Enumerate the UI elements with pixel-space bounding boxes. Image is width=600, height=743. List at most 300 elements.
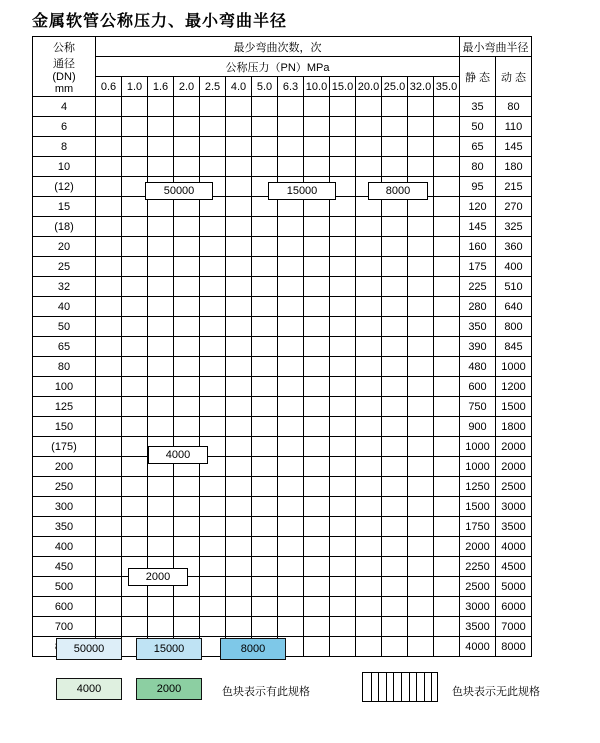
spec-cell (96, 157, 122, 177)
spec-cell (330, 537, 356, 557)
spec-cell (96, 457, 122, 477)
pressure-col-header: 2.0 (174, 77, 200, 97)
spec-cell (304, 537, 330, 557)
spec-cell (408, 497, 434, 517)
dynamic-radius-value: 845 (496, 337, 532, 357)
spec-cell (148, 257, 174, 277)
spec-cell (226, 337, 252, 357)
spec-cell (434, 597, 460, 617)
dynamic-radius-value: 1200 (496, 377, 532, 397)
spec-cell (200, 137, 226, 157)
dn-header-cell (33, 37, 96, 97)
spec-cell (122, 97, 148, 117)
dn-value: 350 (33, 517, 96, 537)
legend-color-note: 色块表示有此规格 (222, 686, 310, 698)
dn-value: 450 (33, 557, 96, 577)
dynamic-radius-value: 360 (496, 237, 532, 257)
spec-cell (148, 117, 174, 137)
spec-cell (200, 557, 226, 577)
spec-cell (200, 517, 226, 537)
dynamic-radius-value: 180 (496, 157, 532, 177)
spec-cell (382, 597, 408, 617)
table-row (33, 577, 532, 597)
spec-cell (278, 477, 304, 497)
spec-cell (200, 337, 226, 357)
dn-value: (18) (33, 217, 96, 237)
table-row (33, 297, 532, 317)
dn-value: 20 (33, 237, 96, 257)
callout-tag: 4000 (148, 446, 208, 464)
spec-cell (226, 457, 252, 477)
spec-cell (278, 357, 304, 377)
table-row (33, 217, 532, 237)
spec-cell (330, 357, 356, 377)
spec-cell (330, 577, 356, 597)
dn-value: 700 (33, 617, 96, 637)
spec-cell (200, 597, 226, 617)
spec-cell (148, 317, 174, 337)
spec-cell (304, 337, 330, 357)
spec-cell (122, 397, 148, 417)
spec-cell (122, 217, 148, 237)
page-title: 金属软管公称压力、最小弯曲半径 (32, 13, 288, 30)
spec-cell (304, 117, 330, 137)
spec-cell (356, 477, 382, 497)
spec-cell (200, 497, 226, 517)
spec-cell (330, 277, 356, 297)
spec-cell (226, 357, 252, 377)
spec-cell (122, 457, 148, 477)
spec-cell (330, 377, 356, 397)
spec-cell (304, 257, 330, 277)
spec-cell (330, 317, 356, 337)
spec-cell (408, 217, 434, 237)
dn-value: 40 (33, 297, 96, 317)
spec-cell (122, 137, 148, 157)
table-row (33, 597, 532, 617)
static-radius-value: 160 (460, 237, 496, 257)
spec-cell (226, 497, 252, 517)
table-row (33, 517, 532, 537)
spec-cell (408, 537, 434, 557)
spec-cell (200, 397, 226, 417)
spec-cell (356, 157, 382, 177)
spec-cell (434, 197, 460, 217)
spec-cell (434, 277, 460, 297)
spec-cell (434, 417, 460, 437)
spec-cell (304, 577, 330, 597)
spec-cell (226, 377, 252, 397)
spec-cell (252, 357, 278, 377)
dn-value: 250 (33, 477, 96, 497)
spec-cell (200, 277, 226, 297)
spec-cell (226, 297, 252, 317)
pressure-col-header: 32.0 (408, 77, 434, 97)
spec-cell (356, 337, 382, 357)
header-row-1 (33, 37, 532, 57)
spec-cell (304, 97, 330, 117)
spec-cell (382, 257, 408, 277)
spec-cell (122, 177, 148, 197)
dynamic-radius-value: 3500 (496, 517, 532, 537)
spec-cell (408, 137, 434, 157)
dynamic-radius-value: 2000 (496, 457, 532, 477)
spec-cell (148, 377, 174, 397)
table-row (33, 437, 532, 457)
spec-cell (148, 517, 174, 537)
spec-cell (356, 377, 382, 397)
spec-cell (252, 137, 278, 157)
spec-cell (122, 497, 148, 517)
spec-cell (252, 157, 278, 177)
spec-cell (382, 217, 408, 237)
spec-cell (226, 157, 252, 177)
dn-value: 600 (33, 597, 96, 617)
spec-cell (382, 477, 408, 497)
table-row (33, 117, 532, 137)
dn-value: (12) (33, 177, 96, 197)
legend-box-8000: 8000 (220, 638, 286, 660)
spec-cell (382, 457, 408, 477)
spec-cell (382, 317, 408, 337)
table-row (33, 137, 532, 157)
spec-cell (148, 217, 174, 237)
static-radius-value: 95 (460, 177, 496, 197)
spec-cell (200, 157, 226, 177)
dn-value: 15 (33, 197, 96, 217)
radius-static-header: 静 态 (460, 57, 496, 97)
spec-cell (434, 257, 460, 277)
spec-cell (226, 217, 252, 237)
spec-cell (330, 297, 356, 317)
spec-cell (174, 417, 200, 437)
spec-cell (252, 397, 278, 417)
dn-value: 100 (33, 377, 96, 397)
spec-cell (278, 557, 304, 577)
spec-cell (408, 397, 434, 417)
spec-cell (200, 357, 226, 377)
spec-cell (382, 157, 408, 177)
dynamic-radius-value: 325 (496, 217, 532, 237)
spec-cell (330, 397, 356, 417)
spec-cell (174, 237, 200, 257)
spec-cell (174, 97, 200, 117)
spec-cell (330, 557, 356, 577)
spec-cell (278, 437, 304, 457)
spec-cell (122, 597, 148, 617)
spec-cell (148, 357, 174, 377)
spec-cell (252, 97, 278, 117)
static-radius-value: 35 (460, 97, 496, 117)
spec-cell (174, 537, 200, 557)
hatch-line (416, 673, 417, 701)
dn-label-3: (DN) (52, 70, 76, 83)
spec-cell (408, 337, 434, 357)
spec-cell (96, 597, 122, 617)
spec-cell (122, 117, 148, 137)
spec-cell (330, 497, 356, 517)
spec-cell (96, 117, 122, 137)
spec-cell (252, 217, 278, 237)
spec-cell (304, 597, 330, 617)
dn-value: 65 (33, 337, 96, 357)
hatch-line (371, 673, 372, 701)
static-radius-value: 120 (460, 197, 496, 217)
spec-cell (356, 117, 382, 137)
spec-cell (278, 517, 304, 537)
dn-value: 80 (33, 357, 96, 377)
spec-cell (278, 277, 304, 297)
legend-box-2000: 2000 (136, 678, 202, 700)
pressure-col-header: 0.6 (96, 77, 122, 97)
hatch-line (393, 673, 394, 701)
pressure-col-header: 35.0 (434, 77, 460, 97)
spec-cell (252, 297, 278, 317)
legend-box-4000: 4000 (56, 678, 122, 700)
spec-cell (356, 257, 382, 277)
spec-cell (252, 117, 278, 137)
table-row (33, 457, 532, 477)
spec-cell (96, 217, 122, 237)
static-radius-value: 3000 (460, 597, 496, 617)
dn-value: 400 (33, 537, 96, 557)
static-radius-value: 280 (460, 297, 496, 317)
dn-value: 25 (33, 257, 96, 277)
spec-cell (304, 457, 330, 477)
spec-cell (122, 477, 148, 497)
spec-cell (252, 277, 278, 297)
spec-cell (356, 537, 382, 557)
spec-cell (330, 117, 356, 137)
spec-cell (408, 157, 434, 177)
spec-cell (200, 537, 226, 557)
spec-cell (200, 257, 226, 277)
spec-cell (408, 117, 434, 137)
spec-cell (356, 417, 382, 437)
static-radius-value: 1000 (460, 457, 496, 477)
spec-cell (408, 97, 434, 117)
static-radius-value: 145 (460, 217, 496, 237)
spec-cell (408, 597, 434, 617)
static-radius-value: 2000 (460, 537, 496, 557)
spec-cell (122, 337, 148, 357)
spec-cell (330, 257, 356, 277)
spec-cell (434, 437, 460, 457)
radius-dynamic-header: 动 态 (496, 57, 532, 97)
pressure-col-header: 5.0 (252, 77, 278, 97)
spec-cell (382, 117, 408, 137)
spec-cell (96, 177, 122, 197)
spec-cell (278, 457, 304, 477)
spec-cell (434, 97, 460, 117)
legend-box-50000: 50000 (56, 638, 122, 660)
spec-cell (174, 157, 200, 177)
spec-cell (200, 217, 226, 237)
table-row (33, 337, 532, 357)
callout-tag: 50000 (145, 182, 213, 200)
spec-cell (122, 157, 148, 177)
dn-value: 8 (33, 137, 96, 157)
spec-cell (122, 437, 148, 457)
spec-cell (356, 517, 382, 537)
spec-cell (148, 277, 174, 297)
spec-cell (226, 437, 252, 457)
table-row (33, 277, 532, 297)
table-row (33, 417, 532, 437)
spec-cell (278, 497, 304, 517)
table-header (33, 37, 532, 97)
spec-cell (356, 357, 382, 377)
hatch-line (409, 673, 410, 701)
pressure-title: 公称压力（PN）MPa (96, 57, 460, 77)
spec-cell (96, 297, 122, 317)
spec-cell (382, 137, 408, 157)
spec-cell (278, 597, 304, 617)
spec-cell (148, 597, 174, 617)
spec-cell (330, 97, 356, 117)
spec-cell (200, 97, 226, 117)
spec-cell (408, 577, 434, 597)
spec-cell (356, 437, 382, 457)
spec-cell (278, 137, 304, 157)
spec-cell (382, 237, 408, 257)
spec-cell (382, 517, 408, 537)
spec-cell (200, 417, 226, 437)
spec-cell (226, 397, 252, 417)
spec-cell (278, 237, 304, 257)
spec-cell (434, 157, 460, 177)
spec-cell (382, 377, 408, 397)
static-radius-value: 900 (460, 417, 496, 437)
spec-cell (200, 297, 226, 317)
spec-cell (96, 397, 122, 417)
spec-cell (382, 337, 408, 357)
dynamic-radius-value: 270 (496, 197, 532, 217)
spec-cell (408, 237, 434, 257)
spec-cell (122, 257, 148, 277)
static-radius-value: 3500 (460, 617, 496, 637)
spec-cell (434, 137, 460, 157)
spec-cell (96, 477, 122, 497)
spec-cell (304, 557, 330, 577)
spec-cell (148, 157, 174, 177)
header-row-3 (33, 77, 532, 97)
spec-cell (408, 297, 434, 317)
static-radius-value: 480 (460, 357, 496, 377)
spec-cell (278, 97, 304, 117)
spec-cell (382, 417, 408, 437)
hatch-line (386, 673, 387, 701)
spec-cell (200, 577, 226, 597)
spec-cell (382, 537, 408, 557)
spec-cell (174, 357, 200, 377)
spec-cell (252, 597, 278, 617)
spec-cell (278, 217, 304, 237)
spec-cell (304, 237, 330, 257)
spec-cell (252, 557, 278, 577)
static-radius-value: 65 (460, 137, 496, 157)
spec-cell (174, 297, 200, 317)
spec-cell (278, 417, 304, 437)
spec-cell (434, 317, 460, 337)
bend-count-title: 最少弯曲次数，次 (96, 37, 460, 57)
spec-cell (96, 317, 122, 337)
table-row (33, 497, 532, 517)
spec-cell (174, 337, 200, 357)
spec-cell (408, 517, 434, 537)
spec-cell (96, 197, 122, 217)
spec-cell (434, 537, 460, 557)
spec-cell (278, 297, 304, 317)
callout-tag: 8000 (368, 182, 428, 200)
pressure-col-header: 1.0 (122, 77, 148, 97)
spec-cell (122, 277, 148, 297)
table-row (33, 157, 532, 177)
spec-cell (278, 257, 304, 277)
spec-cell (434, 577, 460, 597)
table-row (33, 237, 532, 257)
spec-cell (226, 137, 252, 157)
spec-cell (356, 497, 382, 517)
static-radius-value: 80 (460, 157, 496, 177)
spec-cell (304, 517, 330, 537)
spec-cell (304, 477, 330, 497)
spec-cell (174, 597, 200, 617)
spec-cell (408, 437, 434, 457)
spec-cell (96, 577, 122, 597)
dn-value: 125 (33, 397, 96, 417)
spec-cell (408, 417, 434, 437)
dn-value: 150 (33, 417, 96, 437)
dynamic-radius-value: 110 (496, 117, 532, 137)
spec-cell (330, 337, 356, 357)
spec-cell (96, 137, 122, 157)
spec-cell (122, 537, 148, 557)
spec-cell (174, 257, 200, 277)
spec-cell (304, 277, 330, 297)
spec-cell (122, 377, 148, 397)
spec-cell (174, 277, 200, 297)
spec-cell (278, 317, 304, 337)
spec-cell (174, 397, 200, 417)
spec-cell (226, 477, 252, 497)
spec-cell (408, 557, 434, 577)
spec-cell (356, 277, 382, 297)
dn-value: 500 (33, 577, 96, 597)
pressure-col-header: 6.3 (278, 77, 304, 97)
spec-cell (200, 237, 226, 257)
dn-value: (175) (33, 437, 96, 457)
static-radius-value: 4000 (460, 637, 496, 657)
dn-value: 6 (33, 117, 96, 137)
spec-cell (382, 277, 408, 297)
spec-cell (122, 417, 148, 437)
spec-cell (330, 217, 356, 237)
radius-title: 最小弯曲半径 (460, 37, 532, 57)
spec-cell (330, 157, 356, 177)
spec-cell (148, 97, 174, 117)
spec-cell (226, 557, 252, 577)
static-radius-value: 750 (460, 397, 496, 417)
spec-cell (356, 457, 382, 477)
spec-cell (408, 277, 434, 297)
spec-cell (356, 137, 382, 157)
callout-tag: 15000 (268, 182, 336, 200)
spec-cell (356, 297, 382, 317)
spec-cell (122, 237, 148, 257)
spec-cell (434, 297, 460, 317)
spec-cell (434, 117, 460, 137)
